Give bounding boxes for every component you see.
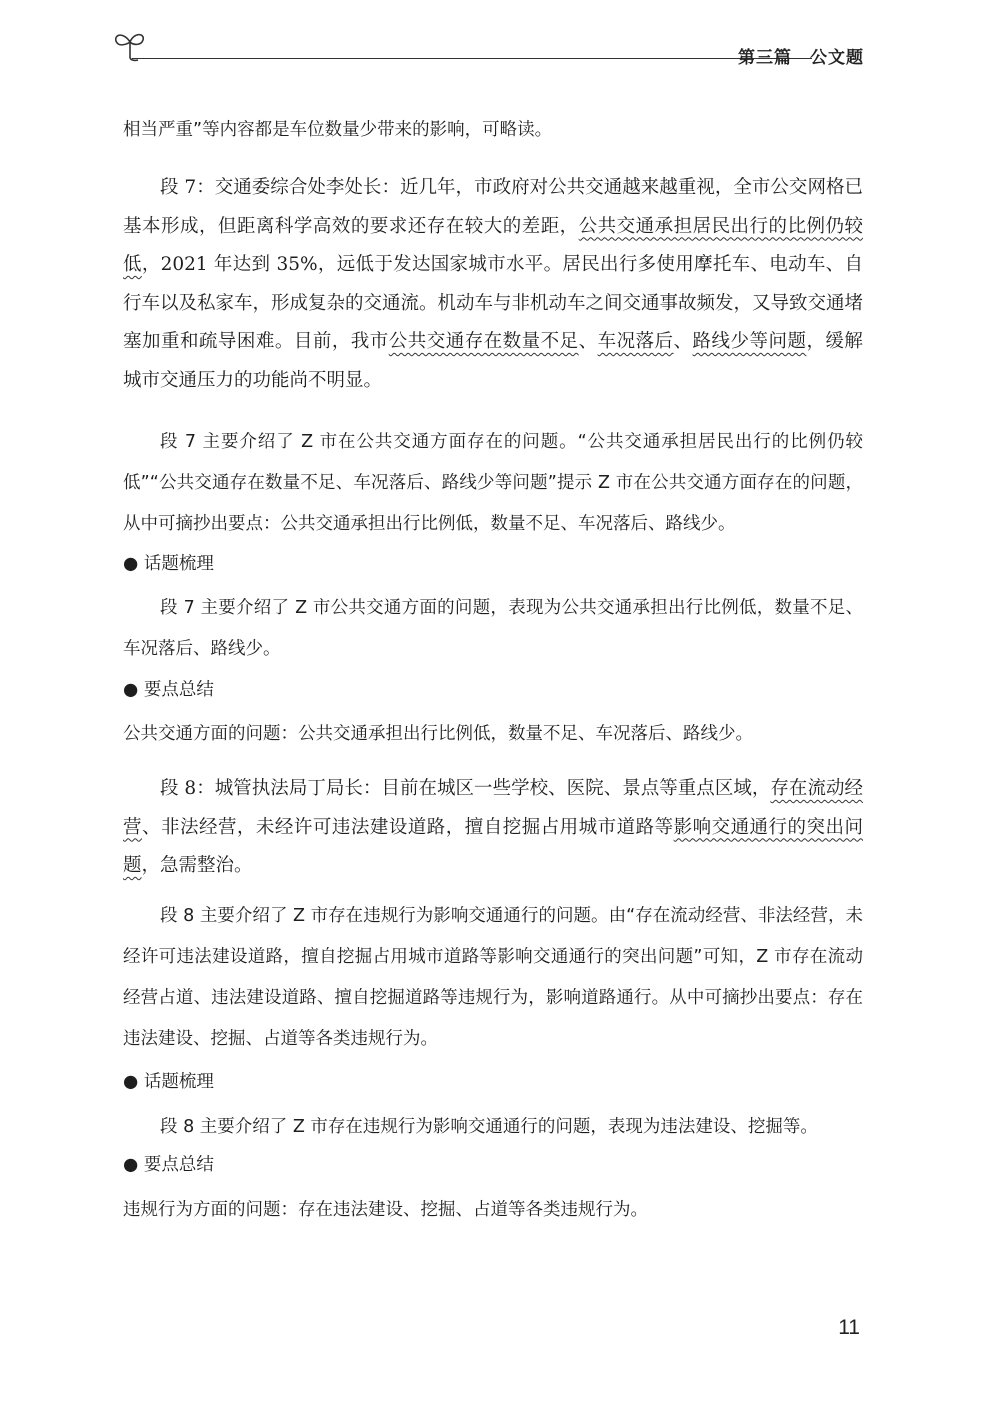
text-run: 、 — [578, 331, 598, 352]
source-paragraph-7 — [123, 169, 863, 400]
analysis-paragraph-8: 段 8 主要介绍了 Z 市存在违规行为影响交通通行的问题。由“存在流动经营、非法经营，未经许可违法建设道路，擅自挖掘占用城市道路等影响交通通行的突出问题”可知，Z 市存在流动经营占道、违法建设道路、擅自挖掘道路等违规行为，影响道路通行。从中可摘抄出要点：存在违法建设、挖掘、占道等各类违规行为。 — [123, 906, 863, 1049]
header-rule — [132, 58, 812, 59]
text-run: 段 7：交通委综合处李处长：近几年，市政府对公共交通越来越重视，全市公交网格已基本形成，但距离科学高效的要求还存在较大的差距， — [123, 177, 863, 237]
bullet-summary-8: ● 要点总结 — [123, 1155, 214, 1175]
underlined-phrase: 路线少等问题 — [692, 331, 807, 352]
text-run: 段 8：城管执法局丁局长：目前在城区一些学校、医院、景点等重点区域， — [160, 778, 771, 799]
header-part: 第三篇 — [738, 48, 792, 68]
text-run: ，急需整治。 — [141, 855, 253, 876]
topic-paragraph-7: 段 7 主要介绍了 Z 市公共交通方面的问题，表现为公共交通承担出行比例低，数量不足、车况落后、路线少。 — [123, 598, 863, 659]
source-paragraph-8 — [123, 770, 863, 886]
topic-paragraph-8: 段 8 主要介绍了 Z 市存在违规行为影响交通通行的问题，表现为违法建设、挖掘等。 — [160, 1117, 818, 1137]
header-section: 公文题 — [810, 48, 864, 68]
text-run: ，缓解城市交通压力的功能尚不明显。 — [123, 331, 863, 391]
summary-paragraph-7: 公共交通方面的问题：公共交通承担出行比例低，数量不足、车况落后、路线少。 — [123, 724, 753, 744]
bullet-topic-8: ● 话题梳理 — [123, 1072, 214, 1092]
page-header — [112, 28, 864, 78]
text-run: ，2021 年达到 35%，远低于发达国家城市水平。居民出行多使用摩托车、电动车、自行车以及私家车，形成复杂的交通流。机动车与非机动车之间交通事故频发，又导致交通堵塞加重和疏导困难。目前，我市 — [123, 254, 864, 352]
bullet-summary-7: ● 要点总结 — [123, 680, 214, 700]
summary-paragraph-8: 违规行为方面的问题：存在违法建设、挖掘、占道等各类违规行为。 — [123, 1200, 648, 1220]
underlined-phrase: 存在流动经营 — [123, 778, 863, 838]
page-number: 11 — [838, 1316, 860, 1339]
underlined-phrase: 车况落后 — [597, 331, 674, 352]
text-run: 、 — [673, 331, 693, 352]
underlined-phrase: 影响交通通行的突出问题 — [123, 816, 863, 876]
header-title — [720, 43, 864, 68]
text-run: 、非法经营，未经许可违法建设道路，擅自挖掘占用城市道路等 — [142, 816, 674, 838]
analysis-paragraph-7: 段 7 主要介绍了 Z 市在公共交通方面存在的问题。“公共交通承担居民出行的比例仍较低”“公共交通存在数量不足、车况落后、路线少等问题”提示 Z 市在公共交通方面存在的问题，从中可摘抄出要点：公共交通承担出行比例低，数量不足、车况落后、路线少。 — [123, 432, 863, 534]
paragraph-intro: 相当严重”等内容都是车位数量少带来的影响，可略读。 — [123, 120, 553, 140]
bullet-topic-7: ● 话题梳理 — [123, 554, 214, 574]
underlined-phrase: 公共交通承担居民出行的比例仍较低 — [123, 215, 863, 275]
underlined-phrase: 公共交通存在数量不足 — [388, 331, 579, 352]
